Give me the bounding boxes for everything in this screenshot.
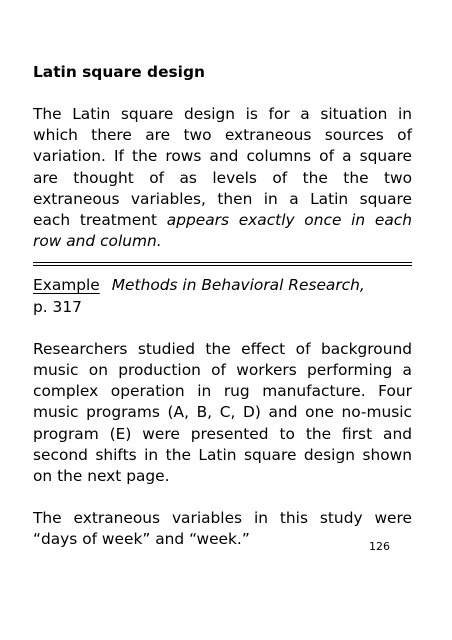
example-header (33, 275, 412, 296)
example-label: Example (33, 276, 100, 295)
example-paragraph-2: The extraneous variables in this study were “days of week” and “week.” (33, 509, 412, 549)
example-source-title: Methods in Behavioral Research, (111, 276, 365, 295)
example-paragraph-1: Researchers studied the effect of background music on production of workers performing a complex operation in rug manufacture. Four music programs (A, B, C, D) and one no-music program (E) were presented to the first and second shifts in the Latin square design shown on the next page. (33, 339, 412, 486)
rule-line-bottom (33, 265, 412, 266)
page-number: 126 (369, 540, 390, 553)
blank-line (33, 318, 412, 339)
intro-paragraph (33, 104, 412, 252)
intro-emphasis: appears exactly once in each row and column. (33, 211, 412, 251)
intro-text: The Latin square design is for a situation in which there are two extraneous sources of variation. If the rows and columns of a square are thought of as levels of the the two extraneous variables, then in a Latin square each treatment (33, 105, 412, 230)
double-rule (33, 262, 412, 266)
blank-line (33, 487, 412, 508)
blank-line (33, 83, 412, 104)
example-source-page: p. 317 (33, 297, 82, 316)
rule-line-top (33, 262, 412, 263)
page-content (33, 62, 412, 551)
section-heading: Latin square design (33, 63, 205, 81)
